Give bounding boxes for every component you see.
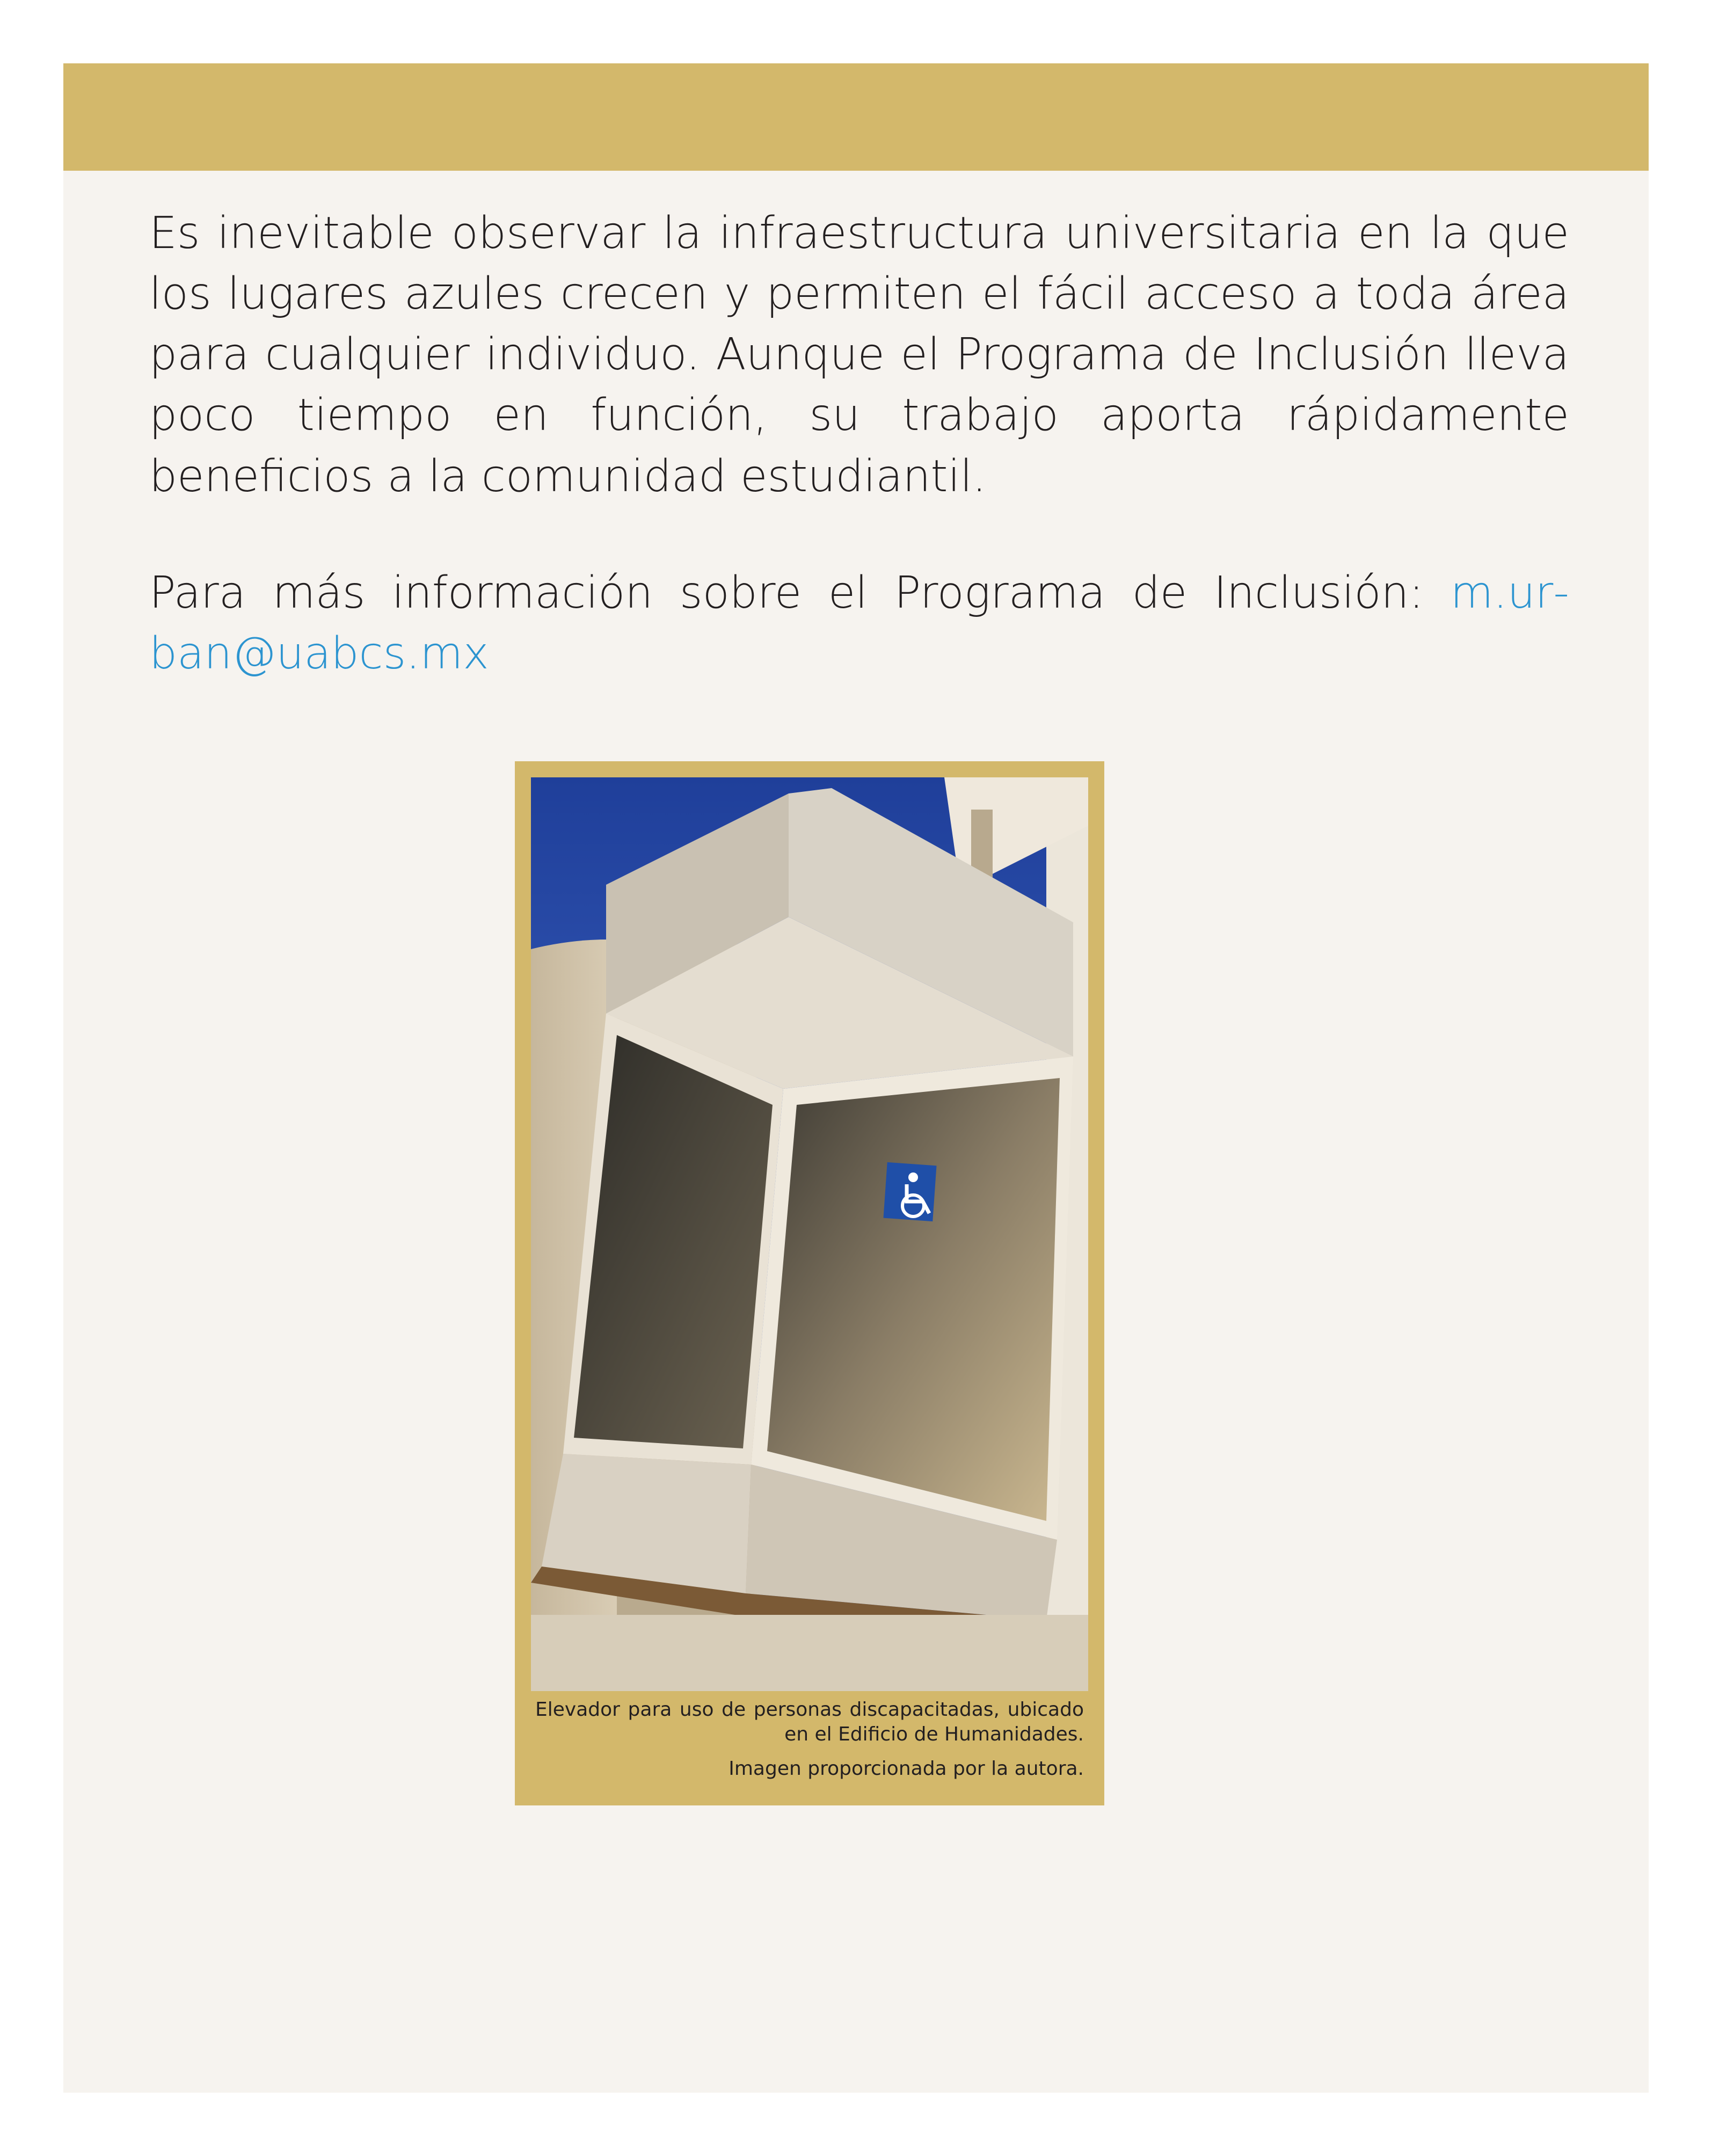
figure-caption [535,1698,1084,1781]
figure [515,761,1104,1805]
paragraph-2 [149,563,1569,684]
email-link[interactable]: m.urban@uabcs.mx [149,567,1569,679]
header-band [63,63,1649,171]
article-body [149,203,1569,740]
elevator-photo [531,777,1088,1691]
paragraph-1: Es inevitable observar la infraestructura universitaria en la que los lugares azules crecen y permiten el fácil acceso a toda área para cualquier individuo. Aunque el Programa de Inclusión lleva poco tiempo en función, su trabajo aporta rápidamente beneficios a la comunidad estudiantil. [149,208,1569,502]
caption-text: Elevador para uso de personas discapacitadas, ubicado en el Edificio de Humanidades. [535,1699,1084,1746]
paragraph-2-lead: Para más información sobre el Programa de Inclusión: [149,567,1451,618]
caption-credit: Imagen proporcionada por la autora. [728,1758,1084,1780]
